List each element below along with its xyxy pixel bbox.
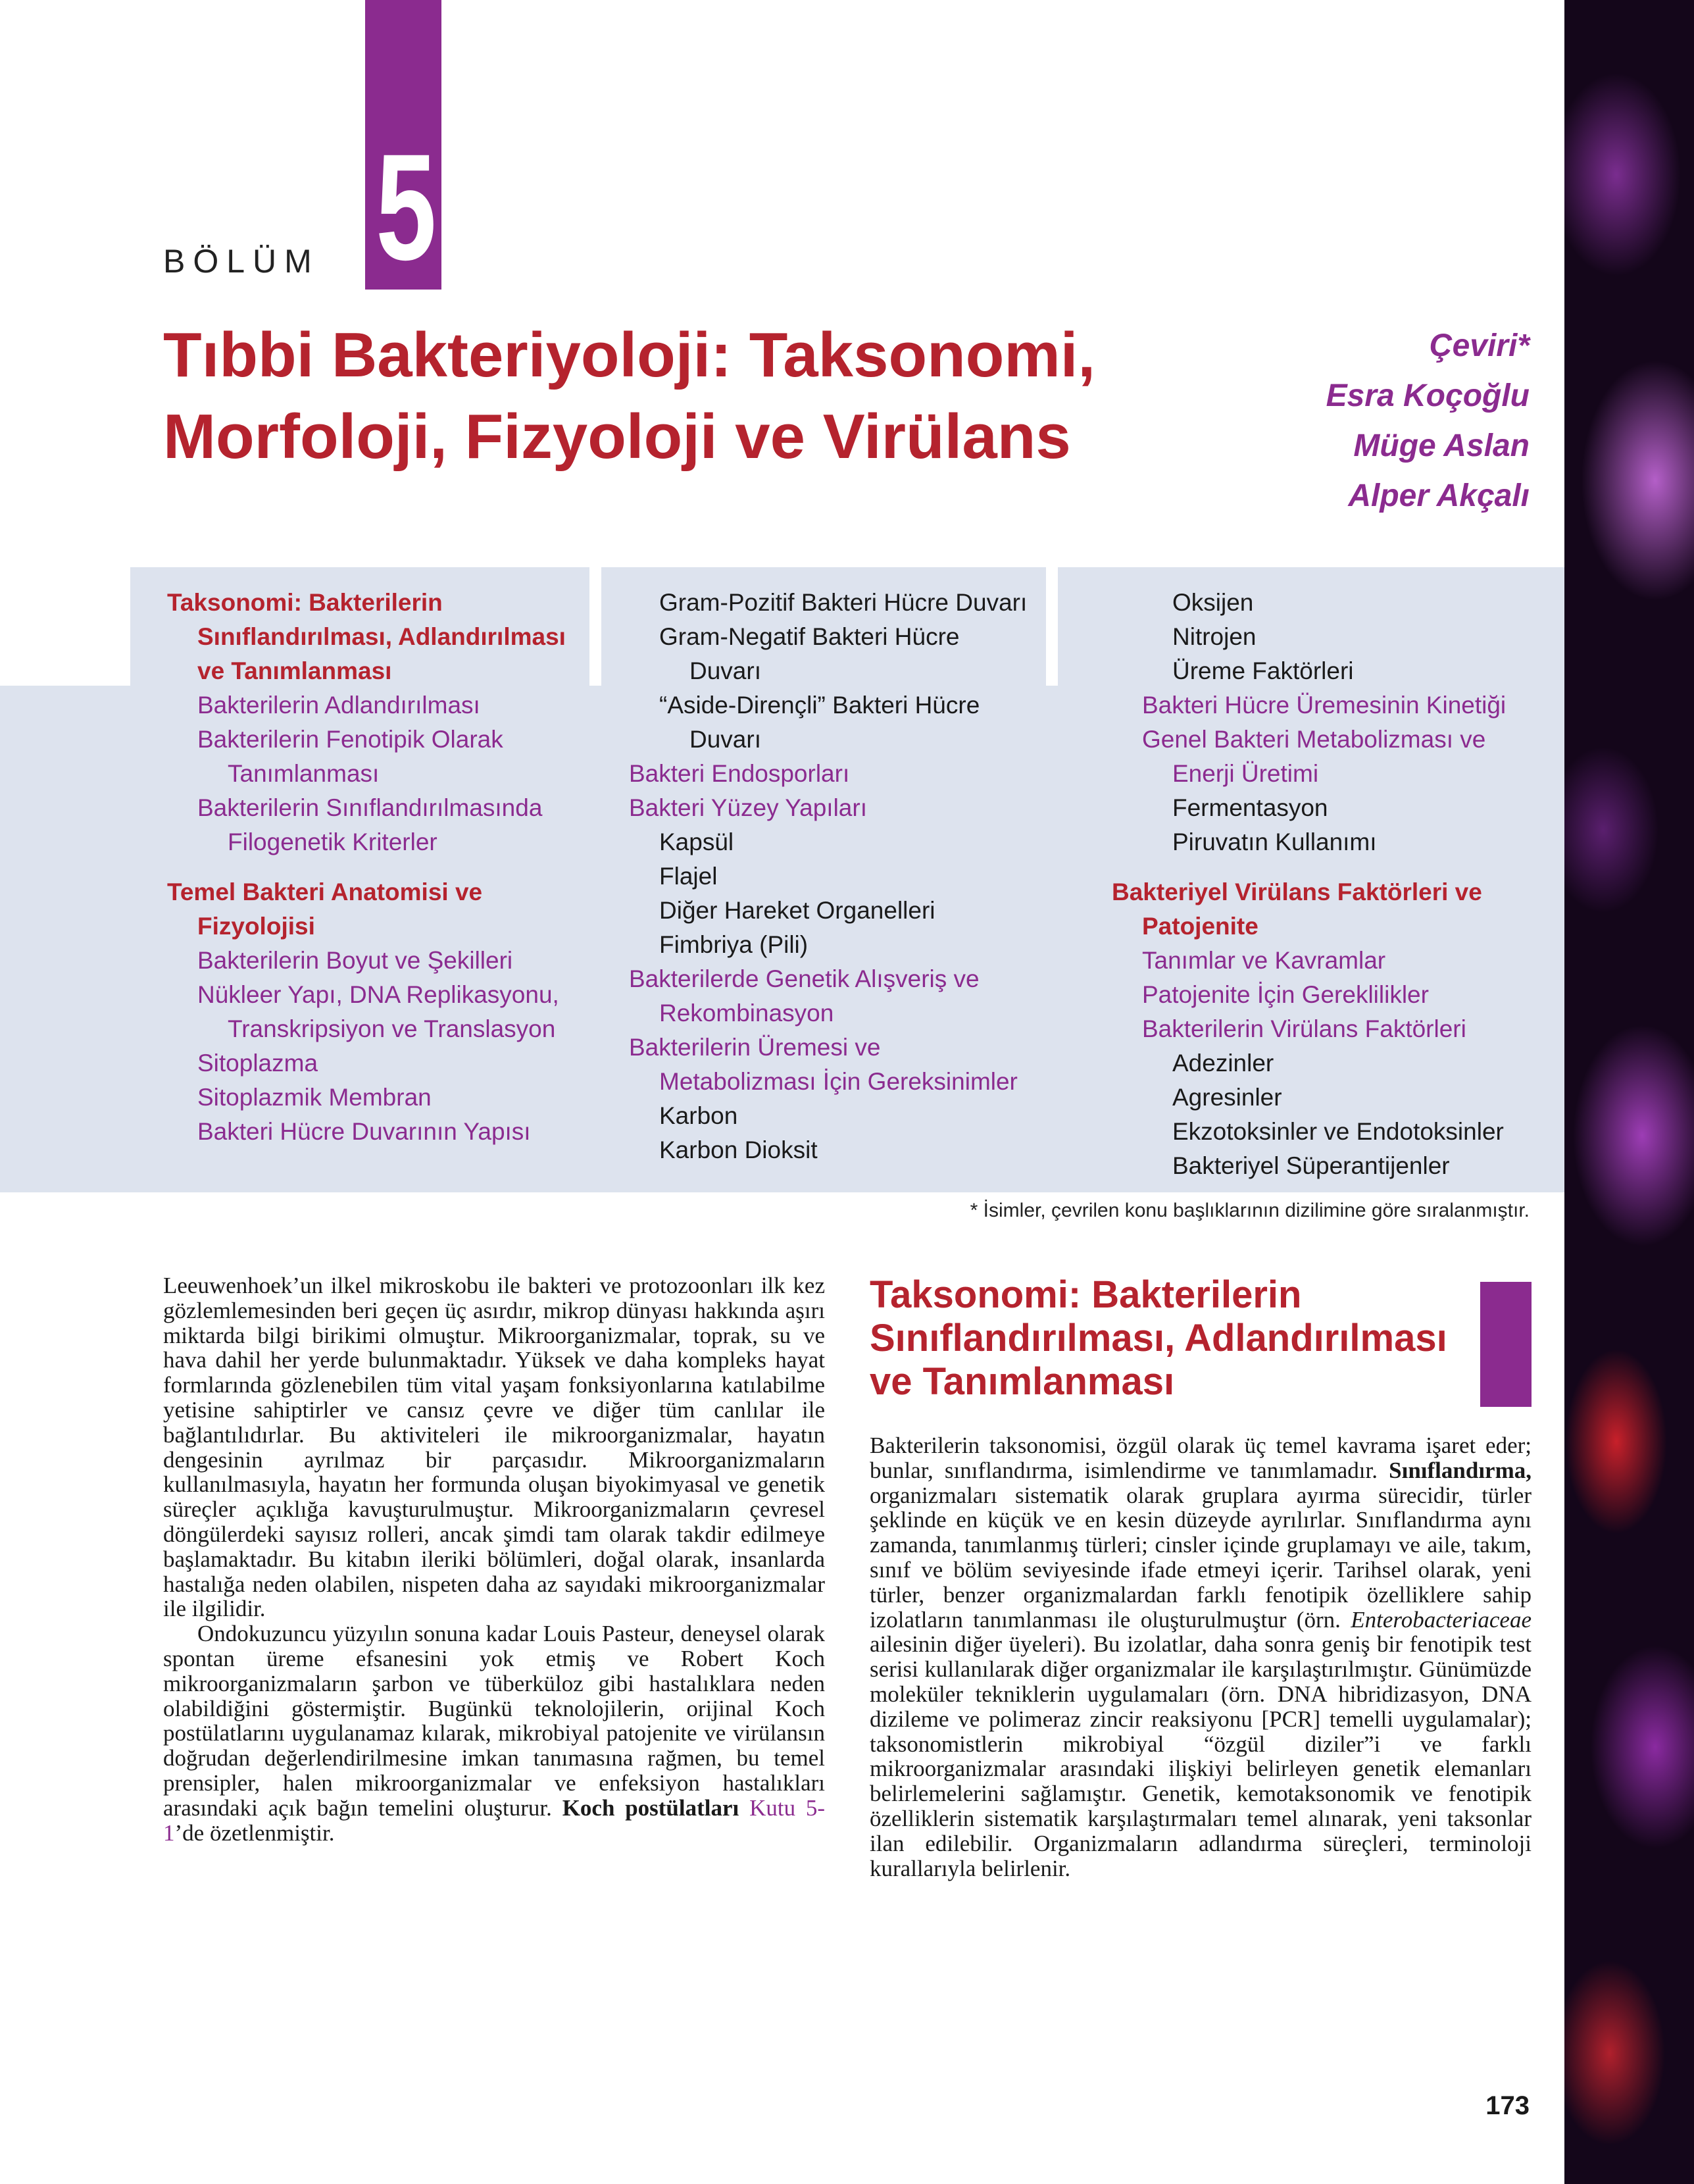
- outline-item-leaf[interactable]: Kapsül: [659, 828, 734, 855]
- outline-item-sub[interactable]: Rekombinasyon: [659, 1000, 834, 1027]
- body-text: Bakterilerin taksonomisi, özgül olarak üç temel kavrama işaret eder; bunlar, sınıflandırma, isimlendirme ve tanımlamadır.: [870, 1433, 1532, 1483]
- outline-item-sub[interactable]: Tanımlar ve Kavramlar: [1142, 947, 1386, 974]
- translators-heading: Çeviri*: [1429, 328, 1530, 363]
- outline-item-sub[interactable]: Bakteri Hücre Üremesinin Kinetiği: [1142, 692, 1507, 719]
- body-paragraph: [163, 1621, 825, 1845]
- body-paragraph: [870, 1433, 1532, 1881]
- outline-item-sub[interactable]: Sitoplazmik Membran: [197, 1084, 432, 1111]
- outline-item-sub[interactable]: Enerji Üretimi: [1172, 760, 1319, 787]
- outline-item-sub[interactable]: Bakterilerin Üremesi ve: [629, 1034, 881, 1061]
- outline-item-sub[interactable]: Bakterilerin Fenotipik Olarak: [197, 726, 503, 753]
- bold-term: Sınıflandırma,: [1389, 1457, 1532, 1483]
- outline-item-leaf[interactable]: Bakteriyel Süperantijenler: [1172, 1152, 1450, 1179]
- italic-term: Enterobacteriaceae: [1351, 1606, 1532, 1633]
- outline-item-sub[interactable]: Tanımlanması: [228, 760, 380, 787]
- outline-item-sub[interactable]: Bakteri Endosporları: [629, 760, 850, 787]
- chapter-title: [163, 315, 1216, 478]
- bold-term: Koch postülatları: [562, 1794, 739, 1821]
- outline-gap: [167, 859, 588, 875]
- translators: [1326, 321, 1530, 521]
- outline-gap: [1110, 859, 1532, 875]
- outline-item-leaf[interactable]: Duvarı: [689, 657, 761, 684]
- outline-item-leaf[interactable]: Fermentasyon: [1172, 794, 1328, 821]
- body-paragraph: Leeuwenhoek’un ilkel mikroskobu ile bakteri ve protozoonları ilk kez gözlemlemesinden beri geçen üç asırdır, mikrop dünyası hakkında aşırı miktarda bilgi birikimi olmuştur. Mikroorganizmalar, toprak, su ve hava dahil her yerde bulunmaktadır. Yüksek ve daha kompleks hayat formlarında gözlenebilen tüm vital yaşam fonksiyonlarına katılabilme yetisine sahiptirler ve cansız çevre ve diğer tüm canlılar ile bağlantılıdırlar. Bu aktiviteleri ile mikroorganizmalar, hayatın dengesinin ayrılmaz bir parçasıdır. Mikroorganizmaların kullanılmasıyla, hayatın her formunda oluşan biyokimyasal ve genetik süreçler açıklığa kavuşturulmuştur. Mikroorganizmaların çevresel döngülerdeki sayısız rolleri, ancak şimdi tam olarak takdir edilmeye başlamaktadır. Bu kitabın ileriki bölümleri, doğal olarak, insanlarda hastalığa neden olabilen, nispeten daha az sayıdaki mikroorganizmalar ile ilgilidir.: [163, 1273, 825, 1622]
- outline-item-sub[interactable]: Bakterilerin Sınıflandırılmasında: [197, 794, 543, 821]
- section-heading: [870, 1273, 1462, 1404]
- outline-item-sub[interactable]: Bakterilerin Adlandırılması: [197, 692, 480, 719]
- outline-item-leaf[interactable]: Diğer Hareket Organelleri: [659, 897, 935, 924]
- section-marker-bar: [1480, 1282, 1532, 1407]
- outline-item-sub[interactable]: Patojenite İçin Gereklilikler: [1142, 981, 1429, 1008]
- outline-column-2: [629, 586, 1050, 1167]
- chapter-title-line2: Morfoloji, Fizyoloji ve Virülans: [163, 401, 1071, 472]
- outline-item-sub[interactable]: Bakterilerde Genetik Alışveriş ve: [629, 965, 980, 992]
- section-heading-line: Taksonomi: Bakterilerin: [870, 1273, 1302, 1316]
- outline-item-sub[interactable]: Bakteri Yüzey Yapıları: [629, 794, 867, 821]
- outline-item-leaf[interactable]: Fimbriya (Pili): [659, 931, 809, 958]
- outline-notch: [0, 567, 130, 686]
- outline-item-sub[interactable]: Genel Bakteri Metabolizması ve: [1142, 726, 1486, 753]
- outline-item-leaf[interactable]: Gram-Negatif Bakteri Hücre: [659, 623, 960, 650]
- outline-column-3: [1110, 586, 1532, 1183]
- section-heading-line: ve Tanımlanması: [870, 1360, 1175, 1403]
- outline-item-sub[interactable]: Nükleer Yapı, DNA Replikasyonu,: [197, 981, 559, 1008]
- outline-item-leaf[interactable]: Karbon: [659, 1102, 738, 1129]
- outline-item-main[interactable]: Sınıflandırılması, Adlandırılması: [197, 623, 566, 650]
- body-text: ’de özetlenmiştir.: [174, 1819, 335, 1846]
- outline-item-leaf[interactable]: Duvarı: [689, 726, 761, 753]
- outline-item-sub[interactable]: Filogenetik Kriterler: [228, 828, 437, 855]
- outline-item-main[interactable]: Fizyolojisi: [197, 913, 315, 940]
- outline-item-leaf[interactable]: Oksijen: [1172, 589, 1254, 616]
- outline-item-leaf[interactable]: Nitrojen: [1172, 623, 1257, 650]
- outline-item-leaf[interactable]: Üreme Faktörleri: [1172, 657, 1354, 684]
- section-heading-line: Sınıflandırılması, Adlandırılması: [870, 1317, 1447, 1359]
- chapter-label: BÖLÜM: [163, 243, 320, 280]
- outline-notch: [589, 567, 601, 686]
- outline-column-1: [167, 586, 588, 1149]
- outline-item-leaf[interactable]: Adezinler: [1172, 1050, 1274, 1077]
- page-number: 173: [1485, 2091, 1530, 2120]
- outline-item-leaf[interactable]: “Aside-Dirençli” Bakteri Hücre: [659, 692, 980, 719]
- translator-name: Müge Aslan: [1353, 428, 1530, 463]
- translator-name: Esra Koçoğlu: [1326, 378, 1530, 413]
- outline-item-sub[interactable]: Transkripsiyon ve Translasyon: [228, 1015, 556, 1042]
- outline-item-sub[interactable]: Bakteri Hücre Duvarının Yapısı: [197, 1118, 531, 1145]
- outline-item-sub[interactable]: Metabolizması İçin Gereksinimler: [659, 1068, 1018, 1095]
- body-text: ailesinin diğer üyeleri). Bu izolatlar, daha sonra geniş bir fenotipik test serisi kullanılarak diğer organizmalar ile karşılaştırılmıştır. Günümüzde moleküler tekniklerin uygulamaları (örn. DNA hibridizasyon, DNA dizileme ve polimeraz zincir reaksiyonu [PCR] temelli uygulamalar); taksonomistlerin mikrobiyal “özgül diziler”i ve farklı mikroorganizmalar arasındaki ilişkiyi belirleyen genetik elemanları belirlemelerini sağlamıştır. Genetik, kemotaksonomik ve fenotipik özelliklerin sistematik karşılaştırmaları temel alınarak, yeni taksonlar ilan edilebilir. Organizmaların adlandırma süreçleri, terminoloji kurallarıyla belirlenir.: [870, 1631, 1532, 1881]
- right-body-column: [870, 1433, 1532, 1881]
- outline-item-main[interactable]: Taksonomi: Bakterilerin: [167, 589, 443, 616]
- decorative-bacteria-image: [1564, 0, 1694, 2184]
- chapter-number: 5: [376, 122, 437, 292]
- translator-name: Alper Akçalı: [1348, 478, 1530, 513]
- body-text: organizmaları sistematik olarak gruplara ayırma sürecidir, türler şeklinde en küçük ve en kesin düzeyde ayrılırlar. Sınıflandırma aynı zamanda, tanımlanmış türleri; cinsler içinde gruplamayı ve aile, takım, sınıf ve bölüm seviyesinde ifade etmeyi içerir. Tarihsel olarak, yeni türler, benzer organizmalardan farklı fenotipik özelliklere sahip izolatların tanımlanması ile oluşturulmuştur (örn.: [870, 1482, 1532, 1633]
- outline-item-leaf[interactable]: Agresinler: [1172, 1084, 1282, 1111]
- footnote: * İsimler, çevrilen konu başlıklarının dizilimine göre sıralanmıştır.: [970, 1200, 1530, 1221]
- body-text: Ondokuzuncu yüzyılın sonuna kadar Louis Pasteur, deneysel olarak spontan üreme efsanesini yok etmiş ve Robert Koch mikroorganizmaların şarbon ve tüberküloz gibi hastalıklara neden olabildiğini göstermiştir. Bugünkü teknolojilerin, orijinal Koch postülatlarını uygulanamaz kılarak, mikrobiyal patojenite ve virülansın doğrudan değerlendirilmesine imkan tanımasına rağmen, bu temel prensipler, halen mikroorganizmalar ve enfeksiyon hastalıkları arasındaki açık bağın temelini oluşturur.: [163, 1621, 825, 1821]
- outline-item-sub[interactable]: Sitoplazma: [197, 1050, 318, 1077]
- outline-item-leaf[interactable]: Flajel: [659, 863, 718, 890]
- outline-item-main[interactable]: Temel Bakteri Anatomisi ve: [167, 878, 483, 905]
- outline-item-leaf[interactable]: Piruvatın Kullanımı: [1172, 828, 1377, 855]
- outline-item-main[interactable]: Patojenite: [1142, 913, 1258, 940]
- outline-item-sub[interactable]: Bakterilerin Virülans Faktörleri: [1142, 1015, 1466, 1042]
- chapter-title-line1: Tıbbi Bakteriyoloji: Taksonomi,: [163, 320, 1096, 390]
- left-body-column: [163, 1273, 825, 1845]
- outline-item-main[interactable]: ve Tanımlanması: [197, 657, 392, 684]
- box-reference-link[interactable]: Kutu 5-1: [163, 1794, 826, 1846]
- outline-item-leaf[interactable]: Karbon Dioksit: [659, 1136, 818, 1163]
- outline-item-leaf[interactable]: Ekzotoksinler ve Endotoksinler: [1172, 1118, 1504, 1145]
- outline-item-leaf[interactable]: Gram-Pozitif Bakteri Hücre Duvarı: [659, 589, 1028, 616]
- outline-item-sub[interactable]: Bakterilerin Boyut ve Şekilleri: [197, 947, 513, 974]
- outline-item-main[interactable]: Bakteriyel Virülans Faktörleri ve: [1112, 878, 1482, 905]
